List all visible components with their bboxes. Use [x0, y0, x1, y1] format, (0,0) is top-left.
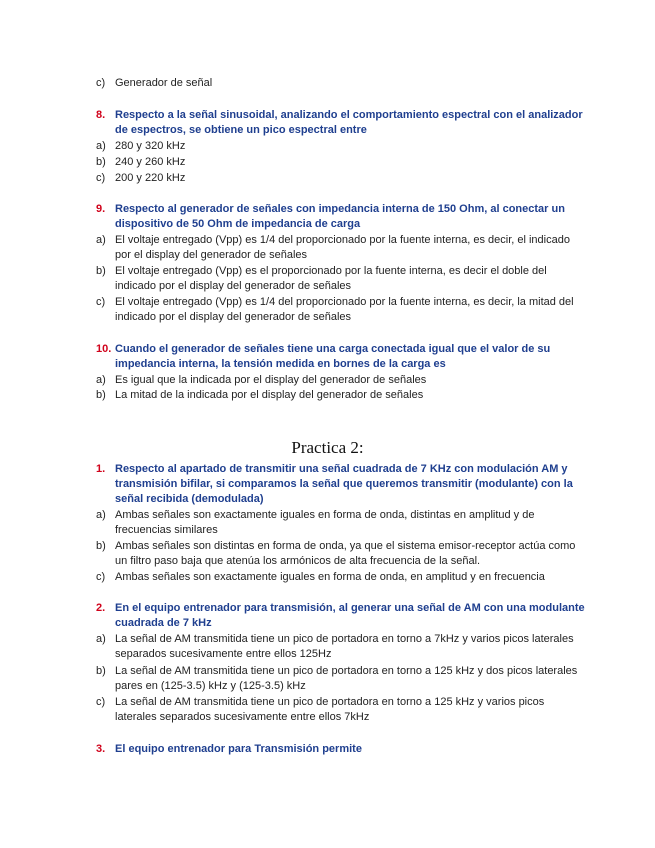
option-text: Generador de señal — [115, 77, 213, 89]
list-item — [96, 233, 586, 263]
question-2 — [96, 601, 586, 631]
list-item — [96, 539, 586, 569]
option-label: c) — [96, 571, 106, 583]
option-text: 240 y 260 kHz — [115, 156, 186, 168]
list-item — [96, 264, 586, 294]
option-label: a) — [96, 374, 106, 386]
option-text: El voltaje entregado (Vpp) es 1/4 del proporcionado por la fuente interna, es decir, el indicado por el display del generador de señales — [115, 234, 570, 261]
list-item — [96, 373, 586, 388]
question-number: 2. — [96, 602, 106, 614]
option-text: La mitad de la indicada por el display del generador de señales — [115, 389, 424, 401]
list-item — [96, 295, 586, 325]
list-item — [96, 388, 586, 403]
option-text: La señal de AM transmitida tiene un pico de portadora en torno a 125 kHz y varios picos laterales separados sucesivamente entre ellos 7kHz — [115, 696, 545, 723]
option-text: El voltaje entregado (Vpp) es el proporcionado por la fuente interna, es decir el doble del indicado por el display del generador de señales — [115, 265, 547, 292]
option-text: Ambas señales son exactamente iguales en forma de onda, en amplitud y en frecuencia — [115, 571, 545, 583]
option-label: a) — [96, 140, 106, 152]
option-label: b) — [96, 665, 106, 677]
question-1 — [96, 462, 586, 507]
list-item — [96, 508, 586, 538]
question-text: En el equipo entrenador para transmisión, al generar una señal de AM con una modulante cuadrada de 7 kHz — [115, 602, 585, 629]
list-item — [96, 664, 586, 694]
list-item — [96, 695, 586, 725]
option-label: c) — [96, 77, 106, 89]
option-label: a) — [96, 633, 106, 645]
list-item — [96, 76, 586, 91]
option-text: 280 y 320 kHz — [115, 140, 186, 152]
option-text: 200 y 220 kHz — [115, 172, 186, 184]
section-title: Practica 2: — [291, 438, 364, 457]
question-number: 3. — [96, 743, 106, 755]
question-9 — [96, 202, 586, 232]
question-number: 10. — [96, 343, 112, 355]
question-number: 9. — [96, 203, 106, 215]
option-label: a) — [96, 509, 106, 521]
option-text: El voltaje entregado (Vpp) es 1/4 del proporcionado por la fuente interna, es decir, la mitad del indicado por el display del generador de señales — [115, 296, 574, 323]
option-label: c) — [96, 296, 106, 308]
option-label: a) — [96, 234, 106, 246]
list-item — [96, 632, 586, 662]
question-3 — [96, 742, 586, 757]
option-label: c) — [96, 696, 106, 708]
option-label: b) — [96, 265, 106, 277]
option-text: Ambas señales son exactamente iguales en forma de onda, distintas en amplitud y de frecuencias similares — [115, 509, 535, 536]
option-label: b) — [96, 156, 106, 168]
list-item — [96, 139, 586, 154]
list-item — [96, 570, 586, 585]
option-label: b) — [96, 540, 106, 552]
question-text: Respecto al generador de señales con impedancia interna de 150 Ohm, al conectar un dispositivo de 50 Ohm de impedancia de carga — [115, 203, 565, 230]
question-text: Cuando el generador de señales tiene una carga conectada igual que el valor de su impedancia interna, la tensión medida en bornes de la carga es — [115, 343, 551, 370]
question-number: 1. — [96, 463, 106, 475]
question-8 — [96, 108, 586, 138]
question-text: El equipo entrenador para Transmisión permite — [115, 743, 362, 755]
option-text: La señal de AM transmitida tiene un pico de portadora en torno a 125 kHz y dos picos laterales pares en (125-3.5) kHz y (125-3.5) kHz — [115, 665, 578, 692]
option-text: Es igual que la indicada por el display del generador de señales — [115, 374, 427, 386]
question-number: 8. — [96, 109, 106, 121]
question-text: Respecto a la señal sinusoidal, analizando el comportamiento espectral con el analizador de espectros, se obtiene un pico espectral entre — [115, 109, 583, 136]
option-text: Ambas señales son distintas en forma de onda, ya que el sistema emisor-receptor actúa como un filtro paso baja que atenúa los armónicos de alta frecuencia de la señal. — [115, 540, 576, 567]
question-text: Respecto al apartado de transmitir una señal cuadrada de 7 KHz con modulación AM y transmisión bifilar, si comparamos la señal que queremos transmitir (modulante) con la señal recibida (demodulada) — [115, 463, 573, 505]
option-label: c) — [96, 172, 106, 184]
list-item — [96, 155, 586, 170]
question-10 — [96, 342, 586, 372]
option-label: b) — [96, 389, 106, 401]
option-text: La señal de AM transmitida tiene un pico de portadora en torno a 7kHz y varios picos laterales separados sucesivamente entre ellos 125Hz — [115, 633, 574, 660]
list-item — [96, 171, 586, 186]
